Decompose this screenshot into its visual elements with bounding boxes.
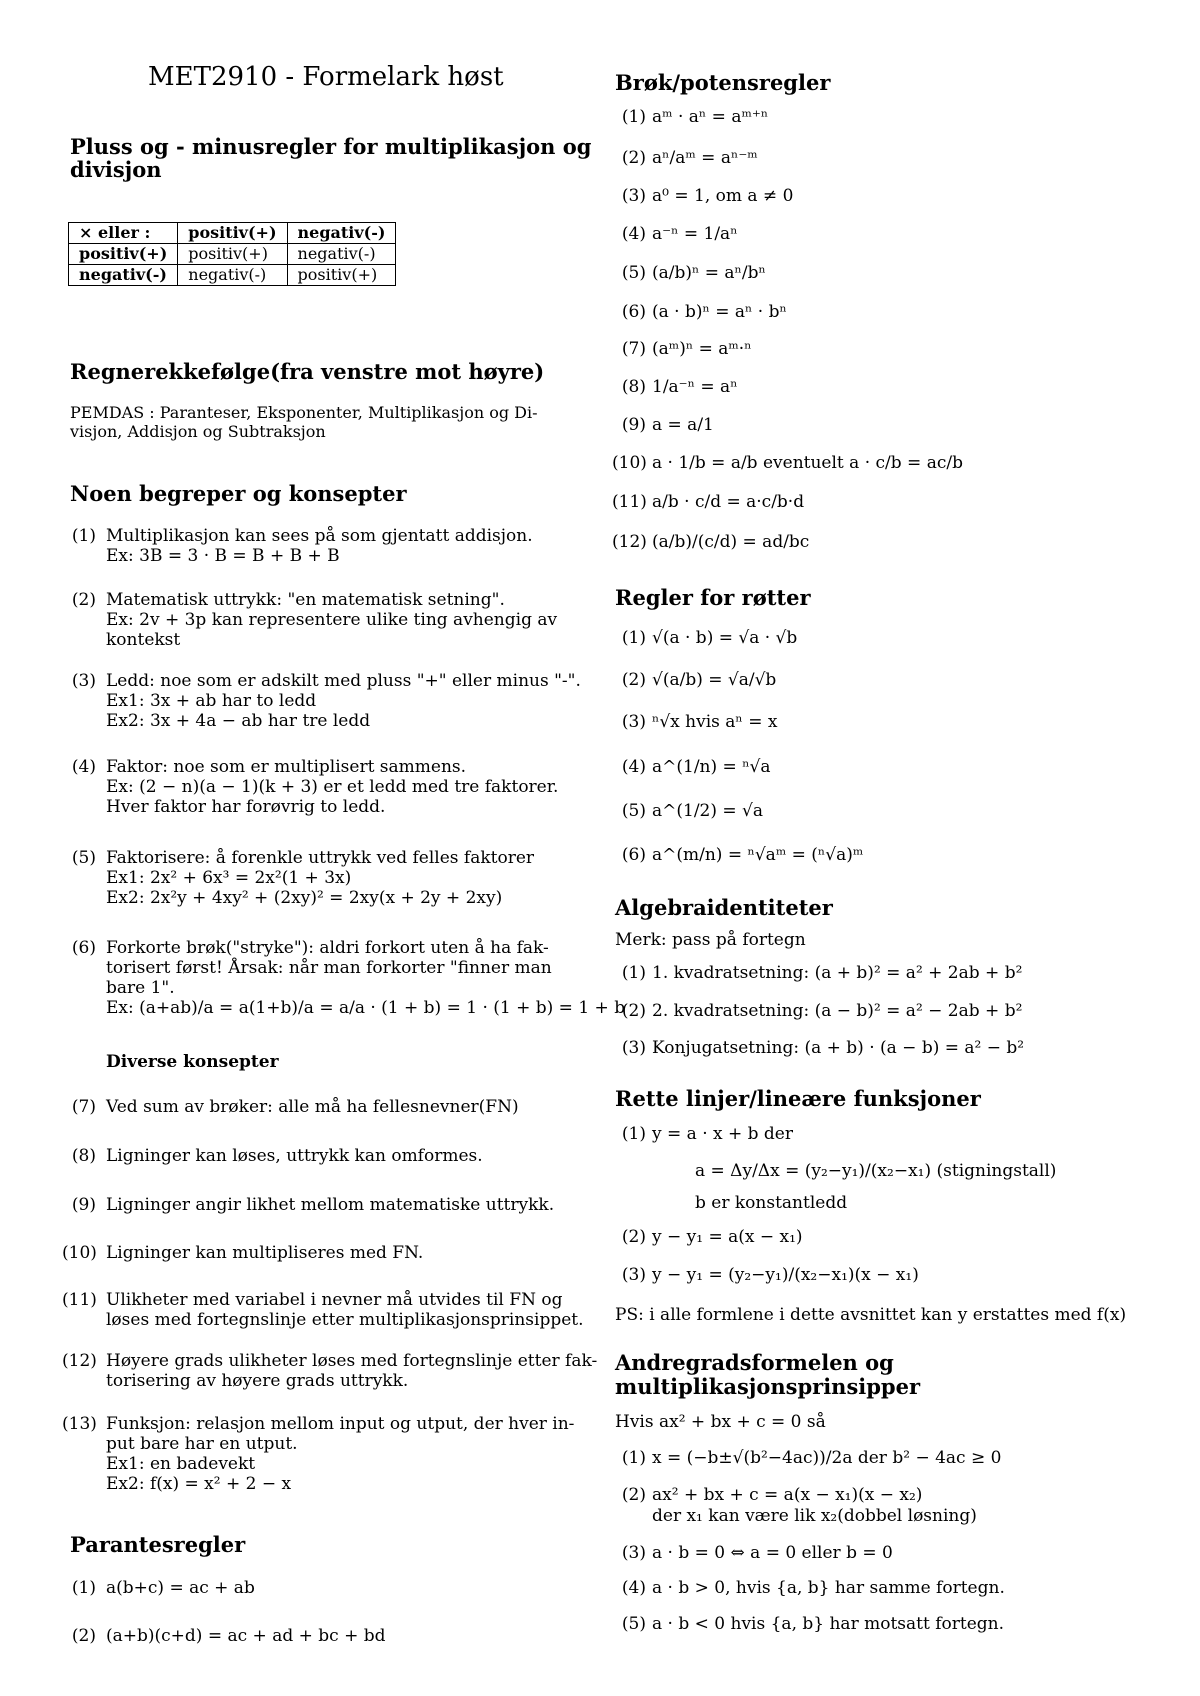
list-number: (1) (621, 107, 646, 127)
lines-heading: Rette linjer/lineære funksjoner (615, 1086, 981, 1111)
list-item-line: bare 1". (106, 978, 175, 998)
fractions-heading: Brøk/potensregler (615, 70, 831, 95)
list-item-line: Ex1: 2x² + 6x³ = 2x²(1 + 3x) (106, 868, 352, 888)
list-item-line: a · b > 0, hvis {a, b} har samme fortegn. (652, 1578, 1005, 1598)
order-heading: Regnerekkefølge(fra venstre mot høyre) (70, 359, 545, 384)
list-item-line: Ex2: f(x) = x² + 2 − x (106, 1474, 292, 1494)
table-row (69, 265, 396, 286)
lines-ps-note: PS: i alle formlene i dette avsnittet kan y erstattes med f(x) (615, 1305, 1127, 1325)
list-item-line: Ex1: en badevekt (106, 1454, 256, 1474)
list-item-line: Ex: (2 − n)(a − 1)(k + 3) er et ledd med tre faktorer. (106, 777, 559, 797)
list-item-line: Ex1: 3x + ab har to ledd (106, 691, 317, 711)
list-number: (3) (621, 1265, 646, 1285)
list-item-line: torisert først! Årsak: når man forkorter "finner man (106, 958, 552, 978)
list-item-line: Multiplikasjon kan sees på som gjentatt addisjon. (106, 526, 533, 546)
list-item: √(a/b) = √a/√b (652, 670, 777, 690)
list-item-line: Ved sum av brøker: alle må ha fellesnevner(FN) (106, 1097, 519, 1117)
sign-rules-heading-line1: Pluss og - minusregler for multiplikasjon og (70, 134, 592, 159)
line-slope-formula: a = Δy/Δx = (y₂−y₁)/(x₂−x₁) (stigningstall) (695, 1161, 1057, 1181)
list-item-line: Ex: 3B = 3 · B = B + B + B (106, 546, 340, 566)
line-formula-1: y = a · x + b der (652, 1124, 793, 1144)
list-item-line: Faktorisere: å forenkle uttrykk ved felles faktorer (106, 848, 535, 868)
list-item: a⁻ⁿ = 1/aⁿ (652, 224, 738, 244)
list-item: a^(1/n) = ⁿ√a (652, 757, 771, 777)
list-item-line: a · b = 0 ⇔ a = 0 eller b = 0 (652, 1543, 893, 1563)
order-text-line2: visjon, Addisjon og Subtraksjon (70, 422, 326, 441)
table-cell: positiv(+) (287, 265, 396, 286)
list-number: (2) (71, 590, 96, 610)
list-item-line: der x₁ kan være lik x₂(dobbel løsning) (652, 1506, 977, 1526)
quadratic-heading-line2: multiplikasjonsprinsipper (615, 1374, 921, 1399)
list-number: (2) (621, 1001, 646, 1021)
list-item: a/b · c/d = a·c/b·d (652, 492, 805, 512)
list-number: (7) (621, 339, 646, 359)
list-number: (12) (612, 532, 647, 552)
list-number: (11) (612, 492, 647, 512)
list-item: (a+b)(c+d) = ac + ad + bc + bd (106, 1626, 386, 1646)
diverse-heading: Diverse konsepter (106, 1052, 279, 1072)
list-number: (3) (621, 1038, 646, 1058)
list-item-line: x = (−b±√(b²−4ac))/2a der b² − 4ac ≥ 0 (652, 1448, 1002, 1468)
list-number: (3) (621, 1543, 646, 1563)
table-cell: negativ(-) (69, 265, 178, 286)
list-number: (13) (62, 1414, 97, 1434)
list-item-line: Ulikheter med variabel i nevner må utvides til FN og (106, 1290, 563, 1310)
list-item: √(a · b) = √a · √b (652, 628, 798, 648)
table-row (69, 244, 396, 265)
list-number: (1) (71, 526, 96, 546)
list-item: (aᵐ)ⁿ = aᵐ·ⁿ (652, 339, 752, 359)
list-item: 1. kvadratsetning: (a + b)² = a² + 2ab + b² (652, 963, 1023, 983)
sign-rules-heading-line2: divisjon (70, 157, 162, 182)
list-item: a^(1/2) = √a (652, 801, 764, 821)
list-item-line: Ledd: noe som er adskilt med pluss "+" eller minus "-". (106, 671, 581, 691)
list-item-line: Ligninger kan løses, uttrykk kan omformes. (106, 1146, 483, 1166)
list-number: (1) (621, 1124, 646, 1144)
list-item: (a · b)ⁿ = aⁿ · bⁿ (652, 302, 787, 322)
list-item: a⁰ = 1, om a ≠ 0 (652, 186, 794, 206)
parentheses-heading: Parantesregler (70, 1532, 246, 1557)
list-item: aᵐ · aⁿ = aᵐ⁺ⁿ (652, 107, 769, 127)
list-number: (2) (621, 148, 646, 168)
list-item: ⁿ√x hvis aⁿ = x (652, 712, 778, 732)
list-number: (5) (621, 263, 646, 283)
list-number: (10) (62, 1243, 97, 1263)
line-formula-2: y − y₁ = a(x − x₁) (652, 1227, 803, 1247)
list-item-line: ax² + bx + c = a(x − x₁)(x − x₂) (652, 1485, 923, 1505)
order-text-line1: PEMDAS : Paranteser, Eksponenter, Multiplikasjon og Di- (70, 403, 538, 422)
list-number: (5) (621, 801, 646, 821)
list-number: (7) (71, 1097, 96, 1117)
list-number: (8) (621, 377, 646, 397)
table-cell: positiv(+) (178, 223, 287, 244)
list-item: a = a/1 (652, 415, 714, 435)
list-number: (5) (71, 848, 96, 868)
list-item-line: Funksjon: relasjon mellom input og utput, der hver in- (106, 1414, 575, 1434)
quadratic-heading-line1: Andregradsformelen og (615, 1350, 894, 1375)
list-number: (12) (62, 1351, 97, 1371)
list-number: (2) (71, 1626, 96, 1646)
list-number: (9) (71, 1195, 96, 1215)
table-cell: positiv(+) (178, 244, 287, 265)
list-item: a · 1/b = a/b eventuelt a · c/b = ac/b (652, 453, 963, 473)
list-item: (a/b)ⁿ = aⁿ/bⁿ (652, 263, 766, 283)
algebra-note: Merk: pass på fortegn (615, 930, 806, 950)
list-number: (4) (71, 757, 96, 777)
list-number: (4) (621, 1578, 646, 1598)
table-cell: negativ(-) (287, 223, 396, 244)
list-number: (6) (621, 845, 646, 865)
list-item: 2. kvadratsetning: (a − b)² = a² − 2ab + b² (652, 1001, 1023, 1021)
list-number: (1) (71, 1578, 96, 1598)
sign-rules-table (68, 222, 396, 286)
line-constant-note: b er konstantledd (695, 1193, 848, 1213)
list-number: (6) (621, 302, 646, 322)
list-item: Konjugatsetning: (a + b) · (a − b) = a² − b² (652, 1038, 1025, 1058)
list-item: 1/a⁻ⁿ = aⁿ (652, 377, 738, 397)
list-item-line: Ex: 2v + 3p kan representere ulike ting avhengig av (106, 610, 558, 630)
roots-heading: Regler for røtter (615, 585, 811, 610)
list-number: (3) (621, 712, 646, 732)
list-item-line: løses med fortegnslinje etter multiplikasjonsprinsippet. (106, 1310, 584, 1330)
list-number: (9) (621, 415, 646, 435)
list-number: (2) (621, 1227, 646, 1247)
concepts-heading: Noen begreper og konsepter (70, 481, 407, 506)
list-item-line: Ligninger kan multipliseres med FN. (106, 1243, 424, 1263)
list-item-line: Matematisk uttrykk: "en matematisk setning". (106, 590, 505, 610)
list-item-line: Høyere grads ulikheter løses med fortegnslinje etter fak- (106, 1351, 598, 1371)
line-formula-3: y − y₁ = (y₂−y₁)/(x₂−x₁)(x − x₁) (652, 1265, 919, 1285)
list-item-line: Ex2: 2x²y + 4xy² + (2xy)² = 2xy(x + 2y + 2xy) (106, 888, 503, 908)
list-number: (1) (621, 628, 646, 648)
table-cell: positiv(+) (69, 244, 178, 265)
list-item-line: Forkorte brøk("stryke"): aldri forkort uten å ha fak- (106, 938, 549, 958)
list-number: (5) (621, 1614, 646, 1634)
algebra-heading: Algebraidentiteter (615, 895, 833, 920)
list-item-line: Faktor: noe som er multiplisert sammens. (106, 757, 467, 777)
list-number: (10) (612, 453, 647, 473)
list-number: (4) (621, 224, 646, 244)
list-item-line: torisering av høyere grads uttrykk. (106, 1371, 409, 1391)
list-item: a^(m/n) = ⁿ√aᵐ = (ⁿ√a)ᵐ (652, 845, 864, 865)
list-number: (4) (621, 757, 646, 777)
list-number: (3) (71, 671, 96, 691)
list-item-line: Ligninger angir likhet mellom matematiske uttrykk. (106, 1195, 555, 1215)
list-number: (2) (621, 670, 646, 690)
table-cell: × eller : (69, 223, 178, 244)
list-number: (2) (621, 1485, 646, 1505)
list-item: a(b+c) = ac + ab (106, 1578, 255, 1598)
table-cell: negativ(-) (287, 244, 396, 265)
table-row (69, 223, 396, 244)
list-number: (11) (62, 1290, 97, 1310)
list-item-line: kontekst (106, 630, 181, 650)
list-number: (8) (71, 1146, 96, 1166)
list-item-line: put bare har en utput. (106, 1434, 298, 1454)
list-item-line: a · b < 0 hvis {a, b} har motsatt fortegn. (652, 1614, 1004, 1634)
list-item-line: Hver faktor har forøvrig to ledd. (106, 797, 386, 817)
list-item-line: Ex: (a+ab)/a = a(1+b)/a = a/a · (1 + b) = 1 · (1 + b) = 1 + b (106, 998, 626, 1018)
list-item-line: Ex2: 3x + 4a − ab har tre ledd (106, 711, 371, 731)
list-number: (1) (621, 963, 646, 983)
list-item: aⁿ/aᵐ = aⁿ⁻ᵐ (652, 148, 758, 168)
page-title: MET2910 - Formelark høst (148, 62, 504, 92)
quadratic-intro: Hvis ax² + bx + c = 0 så (615, 1412, 826, 1432)
list-number: (1) (621, 1448, 646, 1468)
list-item: (a/b)/(c/d) = ad/bc (652, 532, 810, 552)
list-number: (6) (71, 938, 96, 958)
list-number: (3) (621, 186, 646, 206)
table-cell: negativ(-) (178, 265, 287, 286)
